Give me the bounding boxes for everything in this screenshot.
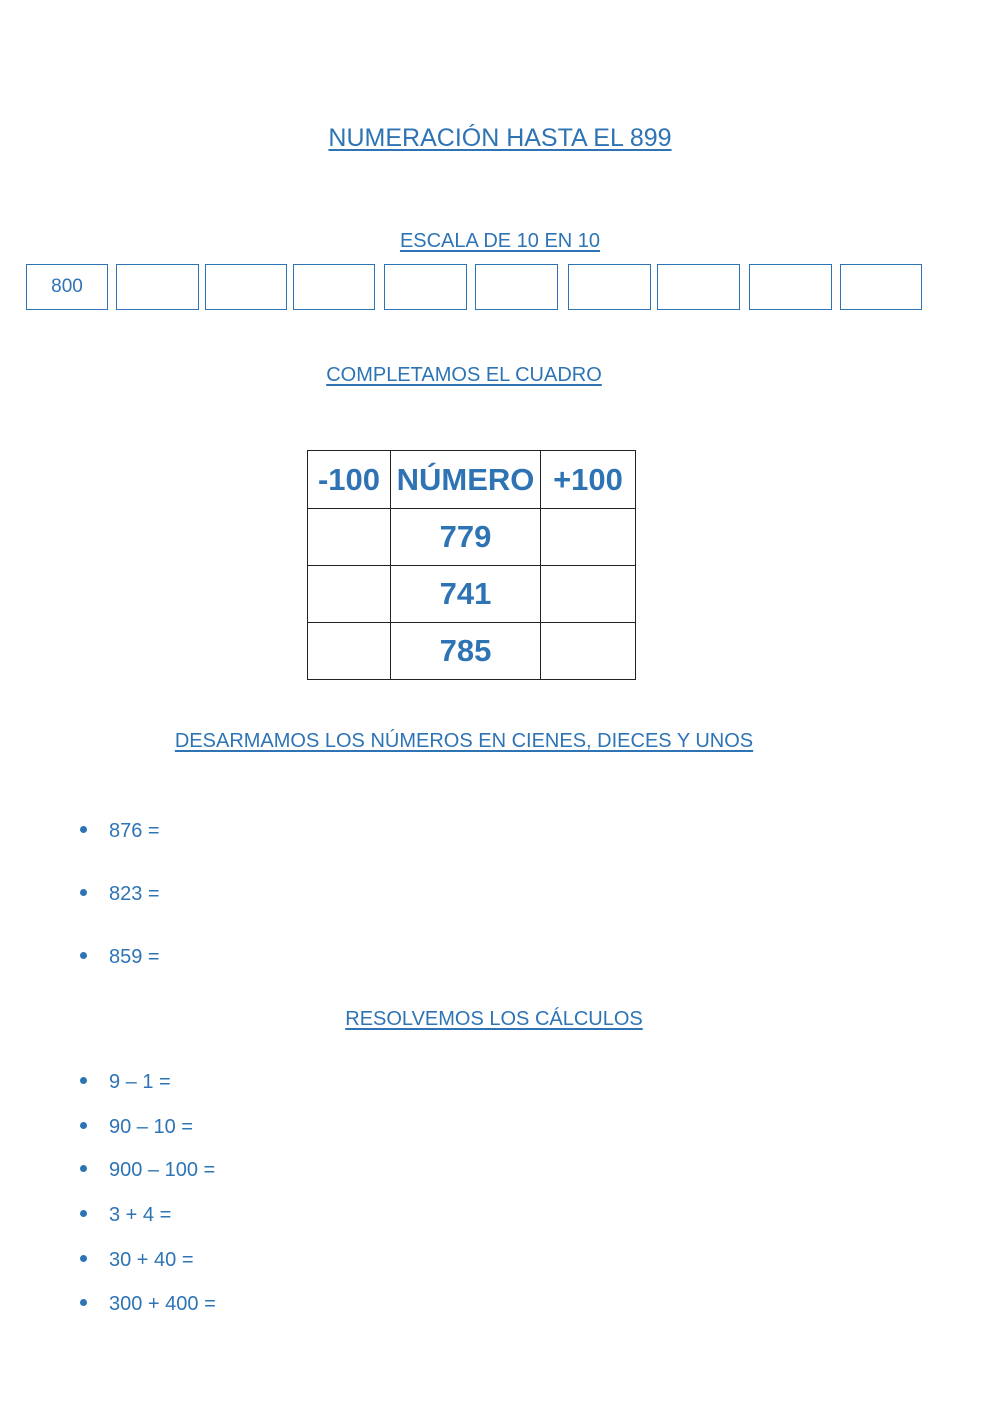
scale-box-4[interactable]: [293, 264, 375, 310]
list-item: [80, 820, 160, 843]
scale-box-2[interactable]: [116, 264, 199, 310]
list-item: [80, 1204, 171, 1227]
bullet-icon: [80, 889, 87, 896]
table-heading: COMPLETAMOS EL CUADRO: [326, 364, 602, 386]
scale-box-6[interactable]: [475, 264, 558, 310]
minus-100-cell[interactable]: [308, 566, 391, 623]
calc-text: 9 – 1 =: [109, 1071, 171, 1093]
header-minus-100: -100: [308, 451, 391, 509]
bullet-icon: [80, 1122, 87, 1129]
number-cell: 785: [391, 623, 541, 680]
calc-text: 300 + 400 =: [109, 1293, 216, 1315]
number-cell: 741: [391, 566, 541, 623]
bullet-icon: [80, 1255, 87, 1262]
scale-box-10[interactable]: [840, 264, 922, 310]
scale-box-1[interactable]: 800: [26, 264, 108, 310]
decompose-text: 876 =: [109, 820, 160, 842]
list-item: [80, 883, 160, 906]
table-header-row: [308, 451, 636, 509]
header-numero: NÚMERO: [391, 451, 541, 509]
number-table: [307, 450, 636, 680]
calc-text: 900 – 100 =: [109, 1159, 216, 1181]
scale-box-9[interactable]: [749, 264, 832, 310]
scale-box-8[interactable]: [657, 264, 740, 310]
list-item: [80, 1159, 215, 1182]
plus-100-cell[interactable]: [541, 509, 636, 566]
bullet-icon: [80, 826, 87, 833]
minus-100-cell[interactable]: [308, 509, 391, 566]
decompose-text: 823 =: [109, 883, 160, 905]
number-cell: 779: [391, 509, 541, 566]
list-item: [80, 946, 160, 969]
plus-100-cell[interactable]: [541, 566, 636, 623]
calc-text: 90 – 10 =: [109, 1116, 193, 1138]
decompose-heading: DESARMAMOS LOS NÚMEROS EN CIENES, DIECES Y UNOS: [174, 730, 754, 752]
page-title: NUMERACIÓN HASTA EL 899: [328, 124, 672, 152]
bullet-icon: [80, 1165, 87, 1172]
list-item: [80, 1293, 216, 1316]
list-item: [80, 1116, 193, 1139]
bullet-icon: [80, 952, 87, 959]
scale-box-7[interactable]: [568, 264, 651, 310]
bullet-icon: [80, 1210, 87, 1217]
plus-100-cell[interactable]: [541, 623, 636, 680]
scale-box-5[interactable]: [384, 264, 467, 310]
scale-box-3[interactable]: [205, 264, 287, 310]
scale-heading: ESCALA DE 10 EN 10: [399, 230, 601, 252]
table-row: [308, 566, 636, 623]
list-item: [80, 1249, 194, 1272]
calc-text: 3 + 4 =: [109, 1204, 172, 1226]
list-item: [80, 1071, 171, 1094]
minus-100-cell[interactable]: [308, 623, 391, 680]
bullet-icon: [80, 1299, 87, 1306]
calc-text: 30 + 40 =: [109, 1249, 194, 1271]
decompose-text: 859 =: [109, 946, 160, 968]
bullet-icon: [80, 1077, 87, 1084]
table-row: [308, 509, 636, 566]
calc-heading: RESOLVEMOS LOS CÁLCULOS: [345, 1008, 643, 1030]
header-plus-100: +100: [541, 451, 636, 509]
table-row: [308, 623, 636, 680]
